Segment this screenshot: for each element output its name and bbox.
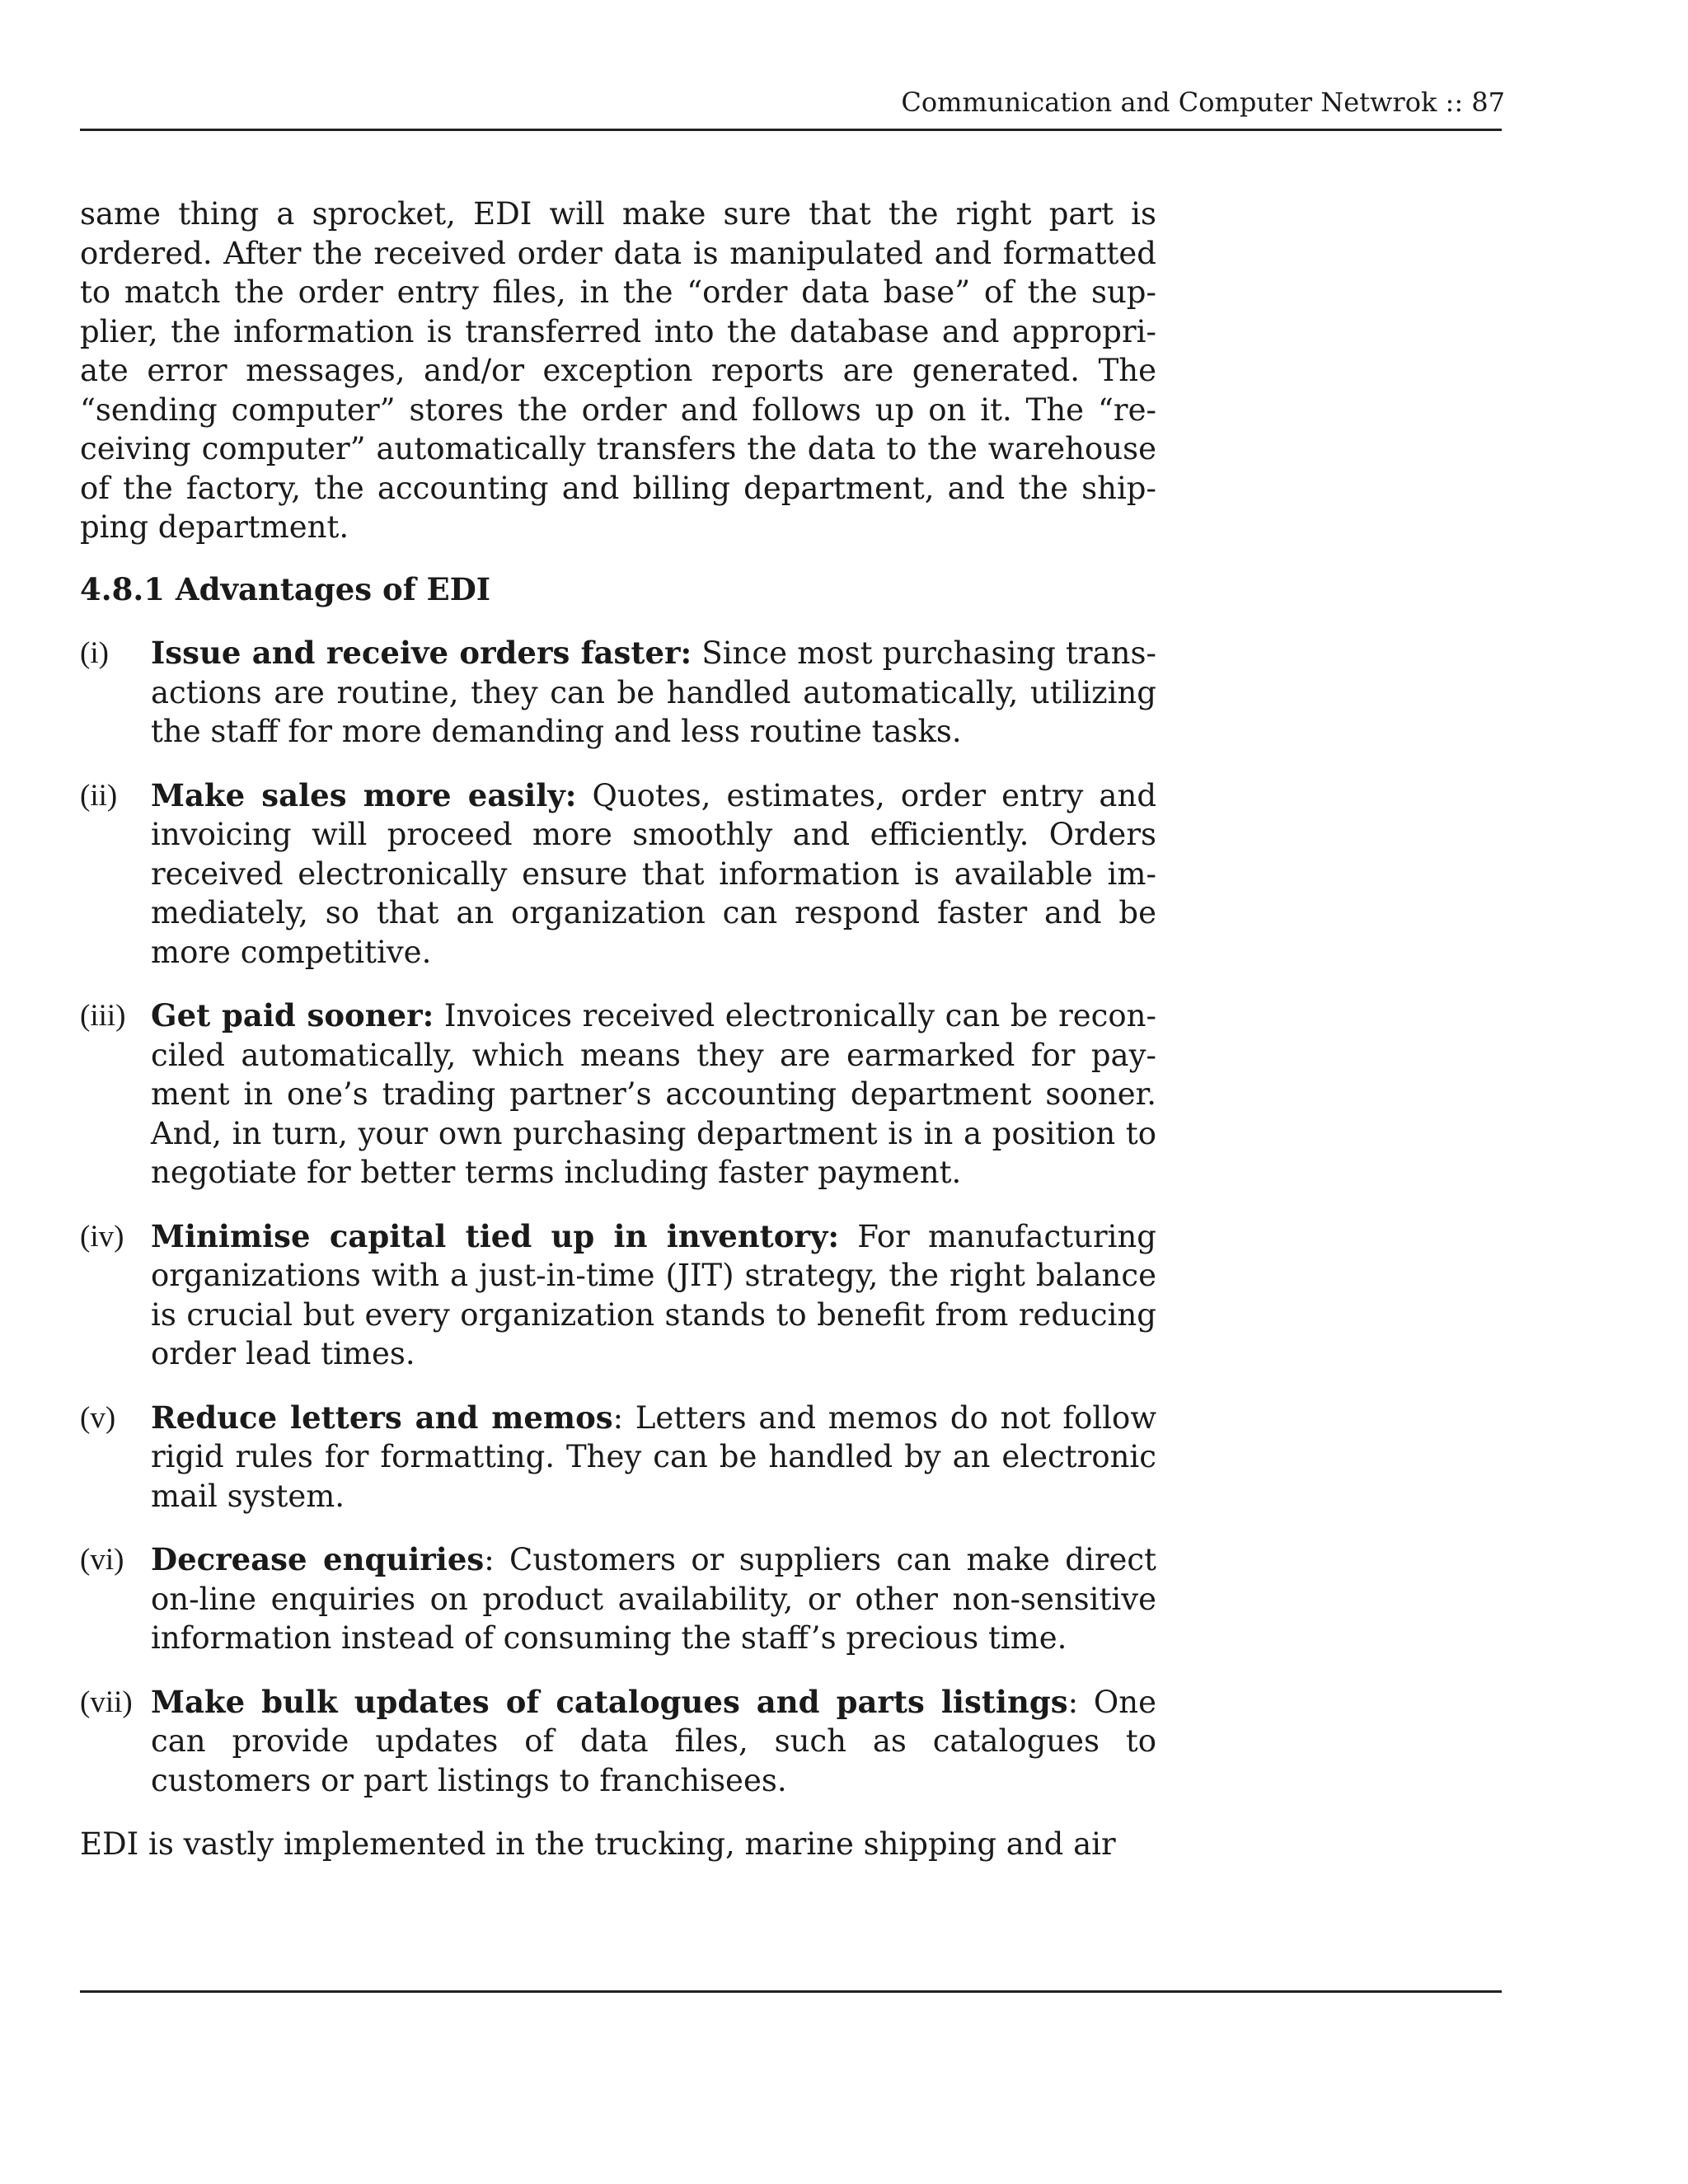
list-item <box>80 1399 1156 1516</box>
item-text: For manufacturing organizations with a just-in-time (JIT) strategy, the right balance is crucial but every organization stands to benefit from reducing order lead times. <box>151 1218 1156 1371</box>
item-number: (ii) <box>80 778 118 813</box>
item-number: (vii) <box>80 1685 133 1719</box>
item-title: Make bulk updates of catalogues and parts listings <box>151 1683 1068 1720</box>
item-text: Since most purchasing transactions are routine, they can be handled automatically, utilizing the staff for more demanding and less routine tasks. <box>151 635 1156 749</box>
item-text: Quotes, estimates, order entry and invoicing will proceed more smoothly and efficiently. Orders received electronically ensure that information is available immediately, so that an organization can respond faster and be more competitive. <box>151 777 1156 970</box>
item-title: Issue and receive orders faster: <box>151 635 692 671</box>
item-title: Reduce letters and memos <box>151 1399 613 1436</box>
item-body <box>151 634 1156 752</box>
list-item <box>80 634 1156 752</box>
item-title: Make sales more easily: <box>151 776 577 813</box>
running-header: Communication and Computer Netwrok :: 87 <box>901 87 1505 118</box>
list-item <box>80 776 1156 972</box>
item-number: (vi) <box>80 1543 124 1577</box>
item-body <box>151 1217 1156 1374</box>
item-body <box>151 776 1156 972</box>
section-heading: 4.8.1 Advantages of EDI <box>80 570 491 607</box>
item-body <box>151 1683 1156 1801</box>
footer-rule <box>80 1990 1502 1993</box>
list-item <box>80 1540 1156 1658</box>
item-title: Minimise capital tied up in inventory: <box>151 1217 840 1254</box>
item-text: : One can provide updates of data files, such as catalogues to customers or part listings to franchisees. <box>151 1684 1156 1798</box>
list-item <box>80 996 1156 1193</box>
item-number: (iii) <box>80 999 126 1033</box>
item-number: (i) <box>80 636 109 670</box>
closing-paragraph: EDI is vastly implemented in the trucking, marine shipping and air <box>80 1826 1116 1862</box>
item-text: : Letters and memos do not follow rigid rules for formatting. They can be handled by an electronic mail system. <box>151 1399 1157 1514</box>
item-text: Invoices received electronically can be reconciled automatically, which means they are earmarked for payment in one’s trading partner’s accounting department sooner. And, in turn, your own purchasing department is in a position to negotiate for better terms including faster payment. <box>151 998 1156 1190</box>
item-number: (iv) <box>80 1219 124 1254</box>
page-body <box>80 194 1156 1864</box>
item-text: : Customers or suppliers can make direct on-line enquiries on product availability, or other non-sensitive information instead of consuming the staff’s precious time. <box>151 1542 1156 1656</box>
list-item <box>80 1217 1156 1374</box>
list-item <box>80 1683 1156 1801</box>
item-body <box>151 1540 1156 1658</box>
item-number: (v) <box>80 1400 116 1435</box>
item-title: Get paid sooner: <box>151 997 434 1033</box>
item-body <box>151 996 1156 1193</box>
header-rule <box>80 129 1502 131</box>
intro-paragraph: same thing a sprocket, EDI will make sure that the right part is ordered. After the received order data is manipulated and formatted to match the order entry files, in the “order data base” of the supplier, the information is transferred into the database and appropriate error messages, and/or exception reports are generated. The “sending computer” stores the order and follows up on it. The “receiving computer” automatically transfers the data to the warehouse of the factory, the accounting and billing department, and the shipping department. <box>80 196 1156 545</box>
item-body <box>151 1399 1156 1516</box>
item-title: Decrease enquiries <box>151 1541 485 1577</box>
